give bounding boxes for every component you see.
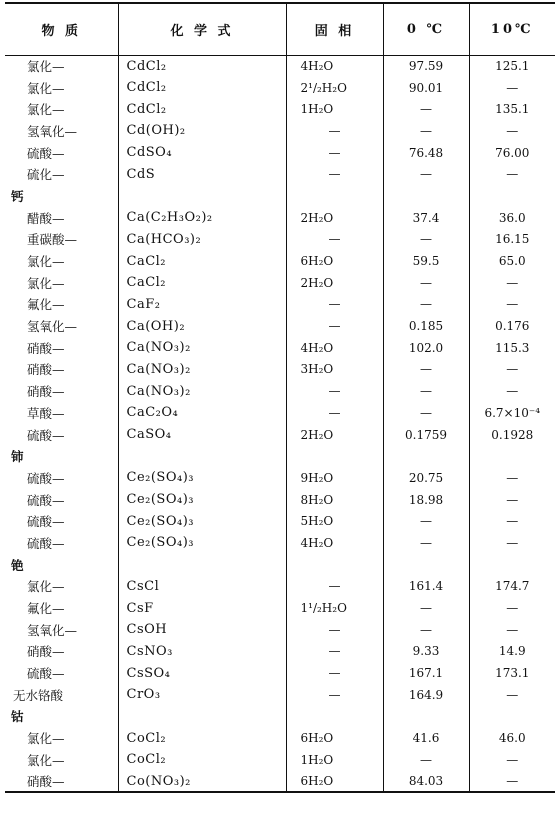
phase-cell: — <box>286 641 383 663</box>
table-row <box>5 749 555 771</box>
table-header <box>5 3 555 55</box>
phase-cell: — <box>286 662 383 684</box>
header-phase: 固 相 <box>286 3 383 55</box>
substance-cell: 氢氧化— <box>27 622 78 638</box>
solubility-0c-cell: 37.4 <box>383 207 469 229</box>
phase-cell: 6H₂O <box>286 250 383 272</box>
solubility-0c-cell: — <box>383 597 469 619</box>
solubility-10c-cell: 135.1 <box>469 98 555 120</box>
solubility-0c-cell: 76.48 <box>383 142 469 164</box>
solubility-0c-cell: 9.33 <box>383 641 469 663</box>
table-row <box>5 337 555 359</box>
solubility-10c-cell: — <box>469 272 555 294</box>
solubility-10c-cell: — <box>469 163 555 185</box>
empty-cell <box>469 185 555 207</box>
phase-cell: 1¹/₂H₂O <box>286 597 383 619</box>
formula-cell: CsNO₃ <box>118 641 286 663</box>
solubility-10c-cell: — <box>469 597 555 619</box>
empty-cell <box>383 185 469 207</box>
formula-cell: Co(NO₃)₂ <box>118 771 286 793</box>
group-label: 钴 <box>11 709 24 725</box>
table-row <box>5 55 555 77</box>
empty-cell <box>118 554 286 576</box>
formula-cell: CrO₃ <box>118 684 286 706</box>
solubility-0c-cell: 167.1 <box>383 662 469 684</box>
solubility-0c-cell: 164.9 <box>383 684 469 706</box>
empty-cell <box>286 554 383 576</box>
substance-cell: 硫酸— <box>27 427 65 443</box>
formula-cell: CdSO₄ <box>118 142 286 164</box>
phase-cell: — <box>286 142 383 164</box>
solubility-0c-cell: — <box>383 294 469 316</box>
formula-cell: Ce₂(SO₄)₃ <box>118 532 286 554</box>
formula-cell: CaCl₂ <box>118 272 286 294</box>
solubility-0c-cell: 59.5 <box>383 250 469 272</box>
phase-cell: — <box>286 402 383 424</box>
substance-cell: 草酸— <box>27 405 65 421</box>
table-row <box>5 597 555 619</box>
table-row <box>5 250 555 272</box>
formula-cell: Ca(NO₃)₂ <box>118 380 286 402</box>
solubility-0c-cell: — <box>383 359 469 381</box>
formula-cell: Ca(NO₃)₂ <box>118 359 286 381</box>
phase-cell: — <box>286 120 383 142</box>
group-row <box>5 706 555 728</box>
solubility-10c-cell: — <box>469 532 555 554</box>
formula-cell: CdCl₂ <box>118 77 286 99</box>
empty-cell <box>286 706 383 728</box>
solubility-0c-cell: 90.01 <box>383 77 469 99</box>
table-row <box>5 272 555 294</box>
table-row <box>5 380 555 402</box>
substance-cell: 氯化— <box>27 275 65 291</box>
solubility-0c-cell: — <box>383 120 469 142</box>
solubility-10c-cell: — <box>469 120 555 142</box>
solubility-0c-cell: — <box>383 402 469 424</box>
phase-cell: 2¹/₂H₂O <box>286 77 383 99</box>
phase-cell: 4H₂O <box>286 337 383 359</box>
table-row <box>5 142 555 164</box>
table-row <box>5 402 555 424</box>
substance-cell: 硫酸— <box>27 492 65 508</box>
substance-cell: 氯化— <box>27 254 65 270</box>
substance-cell: 硝酸— <box>27 362 65 378</box>
phase-cell: 2H₂O <box>286 272 383 294</box>
table-row <box>5 359 555 381</box>
solubility-10c-cell: 46.0 <box>469 727 555 749</box>
substance-cell: 氯化— <box>27 731 65 747</box>
formula-cell: CaCl₂ <box>118 250 286 272</box>
formula-cell: Ca(C₂H₃O₂)₂ <box>118 207 286 229</box>
substance-cell: 硫酸— <box>27 145 65 161</box>
solubility-10c-cell: — <box>469 684 555 706</box>
solubility-0c-cell: — <box>383 272 469 294</box>
solubility-table <box>5 2 555 793</box>
empty-cell <box>469 706 555 728</box>
substance-cell: 重碳酸— <box>27 232 78 248</box>
solubility-10c-cell: — <box>469 467 555 489</box>
phase-cell: — <box>286 294 383 316</box>
phase-cell: 5H₂O <box>286 510 383 532</box>
table-row <box>5 510 555 532</box>
substance-cell: 硝酸— <box>27 644 65 660</box>
solubility-0c-cell: — <box>383 749 469 771</box>
phase-cell: 8H₂O <box>286 489 383 511</box>
table-body <box>5 55 555 792</box>
empty-cell <box>469 554 555 576</box>
substance-cell: 氟化— <box>27 297 65 313</box>
solubility-10c-cell: 76.00 <box>469 142 555 164</box>
solubility-10c-cell: — <box>469 380 555 402</box>
formula-cell: CdCl₂ <box>118 55 286 77</box>
phase-cell: 4H₂O <box>286 532 383 554</box>
table-row <box>5 771 555 793</box>
phase-cell: — <box>286 619 383 641</box>
substance-cell: 硝酸— <box>27 774 65 790</box>
formula-cell: CaF₂ <box>118 294 286 316</box>
table-row <box>5 684 555 706</box>
solubility-0c-cell: — <box>383 380 469 402</box>
formula-cell: CdCl₂ <box>118 98 286 120</box>
phase-cell: — <box>286 315 383 337</box>
formula-cell: Ce₂(SO₄)₃ <box>118 489 286 511</box>
formula-cell: Cd(OH)₂ <box>118 120 286 142</box>
solubility-10c-cell: — <box>469 77 555 99</box>
solubility-0c-cell: — <box>383 510 469 532</box>
solubility-10c-cell: 6.7×10⁻⁴ <box>469 402 555 424</box>
group-label: 铈 <box>11 449 24 465</box>
table-row <box>5 98 555 120</box>
substance-cell: 硫化— <box>27 167 65 183</box>
solubility-0c-cell: 161.4 <box>383 576 469 598</box>
solubility-0c-cell: 102.0 <box>383 337 469 359</box>
empty-cell <box>286 445 383 467</box>
phase-cell: 2H₂O <box>286 207 383 229</box>
header-formula: 化 学 式 <box>118 3 286 55</box>
solubility-10c-cell: — <box>469 619 555 641</box>
solubility-10c-cell: 0.1928 <box>469 424 555 446</box>
solubility-0c-cell: — <box>383 619 469 641</box>
table-row <box>5 120 555 142</box>
solubility-10c-cell: 36.0 <box>469 207 555 229</box>
table-row <box>5 489 555 511</box>
header-substance: 物 质 <box>5 3 118 55</box>
solubility-0c-cell: 0.185 <box>383 315 469 337</box>
phase-cell: 6H₂O <box>286 727 383 749</box>
table-row <box>5 294 555 316</box>
formula-cell: CoCl₂ <box>118 749 286 771</box>
phase-cell: 3H₂O <box>286 359 383 381</box>
phase-cell: — <box>286 163 383 185</box>
empty-cell <box>383 706 469 728</box>
empty-cell <box>286 185 383 207</box>
solubility-10c-cell: — <box>469 294 555 316</box>
solubility-0c-cell: — <box>383 229 469 251</box>
empty-cell <box>469 445 555 467</box>
solubility-10c-cell: — <box>469 749 555 771</box>
table-row <box>5 207 555 229</box>
formula-cell: CsF <box>118 597 286 619</box>
substance-cell: 无水铬酸 <box>13 687 64 703</box>
formula-cell: CdS <box>118 163 286 185</box>
table-row <box>5 77 555 99</box>
solubility-0c-cell: 0.1759 <box>383 424 469 446</box>
substance-cell: 醋酸— <box>27 210 65 226</box>
phase-cell: 2H₂O <box>286 424 383 446</box>
substance-cell: 硝酸— <box>27 340 65 356</box>
table-row <box>5 424 555 446</box>
phase-cell: — <box>286 684 383 706</box>
phase-cell: 4H₂O <box>286 55 383 77</box>
phase-cell: 1H₂O <box>286 98 383 120</box>
substance-cell: 氯化— <box>27 59 65 75</box>
solubility-10c-cell: 14.9 <box>469 641 555 663</box>
solubility-0c-cell: 84.03 <box>383 771 469 793</box>
formula-cell: Ca(NO₃)₂ <box>118 337 286 359</box>
formula-cell: CsSO₄ <box>118 662 286 684</box>
solubility-0c-cell: 97.59 <box>383 55 469 77</box>
formula-cell: Ca(HCO₃)₂ <box>118 229 286 251</box>
formula-cell: CoCl₂ <box>118 727 286 749</box>
substance-cell: 氯化— <box>27 80 65 96</box>
solubility-10c-cell: — <box>469 489 555 511</box>
phase-cell: — <box>286 229 383 251</box>
substance-cell: 氢氧化— <box>27 123 78 139</box>
substance-cell: 硝酸— <box>27 384 65 400</box>
empty-cell <box>118 445 286 467</box>
solubility-10c-cell: — <box>469 359 555 381</box>
substance-cell: 氯化— <box>27 579 65 595</box>
solubility-10c-cell: 65.0 <box>469 250 555 272</box>
table-row <box>5 229 555 251</box>
phase-cell: 6H₂O <box>286 771 383 793</box>
formula-cell: CaC₂O₄ <box>118 402 286 424</box>
formula-cell: Ce₂(SO₄)₃ <box>118 467 286 489</box>
table-row <box>5 727 555 749</box>
table-row <box>5 619 555 641</box>
substance-cell: 硫酸— <box>27 470 65 486</box>
formula-cell: CsCl <box>118 576 286 598</box>
formula-cell: CsOH <box>118 619 286 641</box>
phase-cell: 1H₂O <box>286 749 383 771</box>
substance-cell: 氯化— <box>27 752 65 768</box>
substance-cell: 硫酸— <box>27 514 65 530</box>
solubility-10c-cell: 0.176 <box>469 315 555 337</box>
solubility-10c-cell: — <box>469 771 555 793</box>
formula-cell: CaSO₄ <box>118 424 286 446</box>
table-row <box>5 532 555 554</box>
group-label: 铯 <box>11 557 24 573</box>
empty-cell <box>118 706 286 728</box>
formula-cell: Ce₂(SO₄)₃ <box>118 510 286 532</box>
solubility-0c-cell: 18.98 <box>383 489 469 511</box>
phase-cell: 9H₂O <box>286 467 383 489</box>
table-row <box>5 662 555 684</box>
table-row <box>5 467 555 489</box>
group-row <box>5 185 555 207</box>
substance-cell: 硫酸— <box>27 535 65 551</box>
solubility-10c-cell: — <box>469 510 555 532</box>
solubility-0c-cell: 41.6 <box>383 727 469 749</box>
table-row <box>5 576 555 598</box>
solubility-0c-cell: — <box>383 163 469 185</box>
empty-cell <box>383 554 469 576</box>
table-row <box>5 163 555 185</box>
header-temp-10: 10℃ <box>469 3 555 55</box>
phase-cell: — <box>286 576 383 598</box>
solubility-10c-cell: 174.7 <box>469 576 555 598</box>
phase-cell: — <box>286 380 383 402</box>
solubility-0c-cell: — <box>383 98 469 120</box>
empty-cell <box>118 185 286 207</box>
substance-cell: 氢氧化— <box>27 319 78 335</box>
group-row <box>5 554 555 576</box>
solubility-0c-cell: — <box>383 532 469 554</box>
solubility-10c-cell: 125.1 <box>469 55 555 77</box>
substance-cell: 氟化— <box>27 601 65 617</box>
substance-cell: 硫酸— <box>27 666 65 682</box>
solubility-10c-cell: 115.3 <box>469 337 555 359</box>
table-row <box>5 315 555 337</box>
solubility-10c-cell: 173.1 <box>469 662 555 684</box>
table-row <box>5 641 555 663</box>
solubility-10c-cell: 16.15 <box>469 229 555 251</box>
substance-cell: 氯化— <box>27 102 65 118</box>
empty-cell <box>383 445 469 467</box>
solubility-0c-cell: 20.75 <box>383 467 469 489</box>
header-temp-0: 0 ℃ <box>383 3 469 55</box>
group-row <box>5 445 555 467</box>
formula-cell: Ca(OH)₂ <box>118 315 286 337</box>
group-label: 钙 <box>11 188 24 204</box>
header-row <box>5 3 555 55</box>
